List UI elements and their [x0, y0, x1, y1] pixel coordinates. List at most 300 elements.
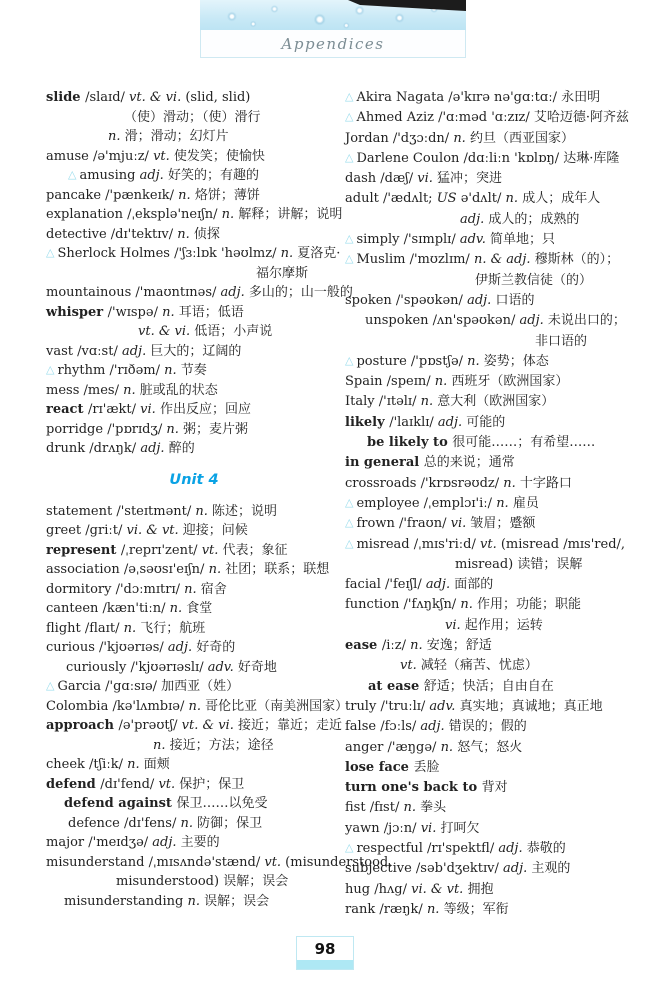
entry-text: cheek /tʃiːk/: [46, 757, 128, 772]
entry-text: frown /'fraʊn/: [356, 516, 451, 532]
vocab-line: [46, 521, 342, 541]
entry-text: rank /ræŋk/: [345, 901, 427, 917]
pos-label: vi.: [140, 402, 156, 417]
entry-text: 主观的: [527, 861, 571, 877]
entry-text: major /'meɪdʒə/: [46, 835, 153, 850]
vocab-line: [46, 658, 342, 678]
entry-text: 保护；保卫: [175, 776, 245, 792]
pos-label: vi.: [450, 516, 467, 532]
pos-label: n.: [434, 374, 448, 390]
pos-label: adj.: [467, 292, 492, 308]
entry-text: 好笑的；有趣的: [163, 168, 259, 183]
triangle-marker-icon: △: [345, 252, 354, 266]
entry-text: 夏洛克·: [293, 246, 341, 261]
entry-text: 迎接；问候: [178, 523, 248, 538]
vocab-line: [46, 716, 342, 736]
entry-text: /rɪ'ækt/: [88, 402, 141, 417]
entry-text: unspoken /ʌn'spəʊkən/: [365, 313, 520, 329]
vocab-line: [46, 186, 342, 206]
entry-text: 保卫……以免受: [176, 796, 268, 811]
pos-label: n.: [187, 893, 200, 909]
vocab-line: [345, 656, 633, 676]
entry-text: 哥伦比亚（南美洲国家）: [201, 698, 349, 714]
pos-label: vt. & vi.: [138, 324, 191, 339]
entry-text: 皱眉；蹙额: [466, 516, 536, 532]
entry-text: 低语；小声说: [190, 324, 273, 339]
vocab-line: [46, 892, 342, 912]
pos-label: adj.: [220, 285, 245, 300]
pos-label: vi. & vt.: [126, 523, 179, 538]
entry-text: misread) 读错；误解: [455, 556, 583, 572]
vocab-line: [46, 400, 342, 420]
entry-text: Jordan /'dʒɔːdn/: [345, 130, 454, 146]
headword: approach: [46, 718, 119, 733]
pos-label: adj.: [425, 577, 451, 593]
pos-label: adj.: [503, 861, 528, 877]
vocab-line: [46, 342, 342, 362]
entry-text: 打呵欠: [436, 820, 480, 836]
vocab-line: [345, 575, 633, 595]
pos-label: US: [436, 191, 457, 207]
entry-text: curiously /'kjʊərɪəslɪ/: [66, 659, 208, 675]
entry-text: greet /griːt/: [46, 523, 127, 538]
entry-text: 拳头: [415, 800, 447, 816]
pos-label: n.: [403, 800, 416, 816]
entry-text: 口语的: [491, 292, 535, 308]
entry-text: rhythm /'rɪðəm/: [57, 363, 165, 378]
pos-label: vt.: [264, 854, 282, 870]
pos-label: n.: [164, 363, 177, 378]
page-title: Appendices: [281, 34, 385, 53]
vocab-line: [46, 619, 342, 639]
pos-label: vt. & vi.: [181, 718, 234, 733]
headword: lose face: [345, 759, 414, 775]
entry-text: 背对: [481, 780, 508, 796]
entry-text: posture /'pɒstʃə/: [356, 353, 468, 369]
entry-text: Garcia /'gɑːsɪə/ 加西亚（姓）: [57, 679, 240, 694]
entry-text: 误解；误会: [199, 893, 270, 909]
triangle-marker-icon: △: [345, 840, 354, 854]
entry-text: 未说出口的；: [543, 313, 626, 329]
headword: represent: [46, 542, 121, 558]
pos-label: n.: [180, 815, 194, 831]
entry-text: 舒适；快活；自由自在: [423, 678, 554, 694]
vocab-line: [46, 283, 353, 303]
vocab-line: [46, 853, 393, 873]
vocab-line: [345, 880, 633, 900]
pos-label: vt.: [400, 658, 417, 674]
entry-text: 主要的: [176, 835, 220, 850]
vocab-line: [46, 303, 342, 323]
pos-label: adj.: [420, 719, 445, 735]
vocab-line: [46, 147, 342, 167]
vocab-line: [345, 819, 633, 839]
vocab-line: [345, 332, 633, 352]
pos-label: vt.: [158, 776, 176, 792]
vocab-line: [46, 502, 342, 522]
pos-label: vt.: [480, 536, 497, 552]
triangle-marker-icon: △: [68, 168, 77, 181]
vocab-line: [345, 271, 633, 291]
entry-text: 代表；象征: [218, 542, 288, 558]
entry-text: 接近；靠近；走近: [233, 718, 342, 733]
entry-text: adult /'ædʌlt;: [345, 191, 437, 207]
entry-text: 姿势；体态: [479, 353, 549, 369]
entry-text: 总的来说；通常: [423, 455, 515, 471]
pos-label: vt.: [153, 148, 170, 164]
triangle-marker-icon: △: [345, 232, 354, 246]
vocab-line: [345, 636, 633, 656]
entry-text: 可能的: [462, 414, 506, 430]
entry-text: 福尔摩斯: [256, 265, 309, 281]
entry-text: 醉的: [164, 441, 195, 456]
entry-text: 成人；成年人: [518, 191, 601, 207]
triangle-marker-icon: △: [345, 516, 354, 530]
entry-text: mess /mes/: [46, 382, 124, 398]
entry-text: 面部的: [450, 577, 494, 593]
entry-text: 成人的；成熟的: [484, 211, 580, 227]
entry-text: 社团；联系；联想: [221, 562, 330, 577]
pos-label: n.: [440, 739, 454, 755]
entry-text: 解释；讲解；说明: [234, 207, 343, 222]
vocab-line: [46, 755, 342, 775]
pos-label: adj.: [437, 414, 463, 430]
triangle-marker-icon: △: [345, 90, 354, 103]
header-banner: [200, 0, 466, 58]
vocab-line: [345, 758, 633, 778]
vocab-line: [46, 794, 342, 814]
entry-text: 滑；滑动；幻灯片: [120, 129, 229, 144]
entry-text: Muslim /'mʊzlɪm/: [356, 252, 474, 268]
entry-text: 意大利（欧洲国家）: [433, 394, 555, 410]
pos-label: n.: [208, 562, 222, 577]
triangle-marker-icon: △: [345, 150, 354, 164]
vocab-line: [46, 420, 342, 440]
entry-text: (slid, slid): [181, 90, 251, 105]
entry-text: 防御；保卫: [193, 815, 263, 831]
entry-text: ə'dʌlt/: [456, 191, 506, 207]
page-number: 98: [314, 940, 336, 958]
entry-text: association /əˌsəʊsɪ'eɪʃn/: [46, 562, 209, 577]
entry-text: 起作用；运转: [460, 617, 543, 633]
vocab-line: [46, 775, 342, 795]
pos-label: adj.: [498, 840, 523, 856]
pos-label: adv.: [459, 232, 486, 248]
entry-text: amuse /ə'mjuːz/: [46, 148, 154, 164]
entry-text: porridge /'pɒrɪdʒ/: [46, 421, 167, 437]
pos-label: vt. & vi.: [129, 90, 182, 105]
vocab-line: [46, 322, 342, 342]
vocab-line: [46, 205, 342, 225]
pos-label: adj.: [140, 441, 165, 456]
vocab-line: [345, 616, 633, 636]
water-droplets-photo: [200, 0, 466, 30]
vocab-line: [46, 541, 342, 561]
vocab-line: [345, 169, 633, 189]
entry-text: hug /hʌg/: [345, 881, 412, 897]
vocab-line: [46, 736, 342, 756]
entry-text: 好奇地: [233, 659, 277, 675]
pos-label: n. & adj.: [473, 252, 531, 268]
headword: react: [46, 402, 88, 417]
entry-text: 伊斯兰教信徒（的）: [475, 272, 593, 288]
entry-text: 多山的；山一般的: [244, 285, 353, 300]
entry-text: 作用；功能；职能: [472, 597, 581, 613]
pos-label: n.: [153, 737, 166, 753]
pos-label: n.: [420, 394, 434, 410]
pos-label: n.: [503, 475, 516, 491]
entry-text: 约旦（西亚国家）: [465, 130, 574, 146]
page-number-box: [296, 936, 354, 970]
vocab-line: [46, 599, 342, 619]
entry-text: misread /ˌmɪs'riːd/: [356, 536, 481, 552]
entry-text: 等级；军衔: [439, 901, 509, 917]
vocab-line: [46, 677, 342, 697]
entry-text: Italy /'ɪtəlɪ/: [345, 394, 421, 410]
vocab-line: [46, 638, 342, 658]
vocab-line: [345, 900, 633, 920]
vocab-line: [46, 697, 349, 717]
entry-text: 面颊: [139, 757, 170, 772]
vocab-line: [345, 230, 633, 250]
headword: defend: [46, 776, 101, 792]
vocab-line: [345, 108, 633, 128]
entry-text: vast /vɑːst/: [46, 343, 122, 359]
entry-text: respectful /rɪ'spektfl/: [356, 840, 499, 856]
pos-label: n.: [123, 620, 137, 636]
entry-text: 减轻（痛苦、忧虑）: [416, 658, 538, 674]
vocab-line: [46, 814, 342, 834]
entry-text: Akira Nagata /ə'kɪrə nə'gɑːtɑː/ 永田明: [356, 90, 601, 105]
pos-label: n.: [195, 503, 208, 519]
pos-label: n.: [467, 353, 480, 369]
vocab-line: [345, 149, 633, 169]
vocab-line: [345, 555, 633, 575]
entry-text: /ˌreprɪ'zent/: [120, 542, 202, 558]
pos-label: adj.: [519, 313, 544, 329]
vocab-line: [345, 494, 633, 514]
vocab-line: [345, 291, 633, 311]
headword: defend against: [64, 796, 177, 811]
headword: turn one's back to: [345, 780, 482, 796]
entry-text: 真实地；真诚地；真正地: [455, 698, 603, 714]
vocab-line: [345, 413, 633, 433]
vocab-line: [46, 560, 342, 580]
entry-text: misunderstood) 误解；误会: [116, 874, 289, 889]
entry-text: statement /'steɪtmənt/: [46, 503, 196, 519]
entry-text: truly /'truːlɪ/: [345, 698, 430, 714]
vocab-line: [345, 738, 633, 758]
vocab-line: [345, 595, 633, 615]
entry-text: 飞行；航班: [136, 620, 206, 636]
entry-text: anger /'æŋgə/: [345, 739, 441, 755]
pos-label: adv.: [207, 659, 234, 675]
entry-text: 简单地；只: [485, 232, 555, 248]
pos-label: adj.: [152, 835, 177, 850]
entry-text: simply /'sɪmplɪ/: [356, 232, 460, 248]
entry-text: 很可能……；有希望……: [452, 435, 596, 451]
page-number-strip: [297, 960, 353, 969]
entry-text: 烙饼；薄饼: [190, 187, 260, 203]
vocab-line: [345, 88, 633, 108]
pos-label: n.: [426, 901, 440, 917]
pos-label: n.: [184, 581, 197, 597]
entry-text: pancake /'pænkeɪk/: [46, 187, 179, 203]
vocab-line: [46, 244, 342, 264]
entry-text: Ahmed Aziz /'ɑːməd 'ɑːzɪz/ 艾哈迈德·阿齐兹: [356, 110, 629, 126]
vocab-line: [345, 717, 633, 737]
entry-text: fist /fɪst/: [345, 800, 404, 816]
vocab-line: [345, 859, 633, 879]
entry-text: 错误的；假的: [444, 719, 527, 735]
entry-text: 接近；方法；途径: [165, 737, 274, 753]
entry-text: 安逸；舒适: [422, 638, 492, 654]
entry-text: 恭敬的: [522, 840, 566, 856]
vocab-line: [46, 127, 342, 147]
headword: ease: [345, 638, 382, 654]
entry-text: spoken /'spəʊkən/: [345, 292, 468, 308]
entry-text: 拥抱: [463, 881, 494, 897]
vocab-line: [46, 108, 342, 128]
entry-text: 食堂: [182, 601, 213, 616]
pos-label: n.: [460, 597, 473, 613]
vocab-line: [345, 514, 633, 534]
entry-text: /'wɪspə/: [107, 304, 163, 320]
entry-text: detective /dɪ'tektɪv/: [46, 226, 178, 242]
pos-label: n.: [453, 130, 466, 146]
entry-text: curious /'kjʊərɪəs/: [46, 640, 168, 655]
pos-label: n.: [162, 304, 175, 320]
entry-text: 巨大的；辽阔的: [146, 343, 242, 359]
vocab-line: [46, 225, 342, 245]
vocab-line: [345, 372, 633, 392]
vocab-line: [345, 839, 633, 859]
vocab-line: [46, 166, 342, 186]
entry-text: (misread /mɪs'red/,: [496, 536, 626, 552]
entry-text: dash /dæʃ/: [345, 171, 418, 187]
entry-text: /'laɪklɪ/: [389, 414, 438, 430]
entry-text: /ə'prəʊtʃ/: [118, 718, 182, 733]
entry-text: flight /flaɪt/: [46, 620, 124, 636]
entry-text: function /'fʌŋkʃn/: [345, 597, 461, 613]
vocab-line: [345, 250, 633, 270]
entry-text: 耳语；低语: [174, 304, 244, 320]
entry-text: 脏或乱的状态: [135, 382, 218, 398]
entry-text: 十字路口: [515, 475, 572, 491]
triangle-marker-icon: △: [345, 353, 354, 367]
entry-text: 使发笑；使愉快: [169, 148, 265, 164]
vocab-line: [345, 778, 633, 798]
entry-text: subjective /səb'dʒektɪv/: [345, 861, 504, 877]
header-title-box: [200, 30, 466, 58]
entry-text: yawn /jɔːn/: [345, 820, 421, 836]
entry-text: explanation /ˌeksplə'neɪʃn/: [46, 207, 222, 222]
entry-text: 侦探: [189, 226, 220, 242]
entry-text: 猛冲；突进: [432, 171, 502, 187]
vocab-line: [345, 474, 633, 494]
entry-text: facial /'feɪʃl/: [345, 577, 426, 593]
entry-text: (misunderstood,: [281, 854, 393, 870]
vocab-line: [345, 189, 633, 209]
vocab-line: [46, 381, 342, 401]
headword: whisper: [46, 304, 108, 320]
vocab-line: [46, 872, 342, 892]
entry-text: /iːz/: [381, 638, 411, 654]
pos-label: adj.: [139, 168, 164, 183]
entry-text: dormitory /'dɔːmɪtrɪ/: [46, 581, 185, 597]
pos-label: n.: [108, 129, 121, 144]
headword: at ease: [368, 678, 424, 694]
vocab-line: [345, 311, 633, 331]
entry-text: 穆斯林（的）；: [530, 252, 620, 268]
entry-text: Sherlock Holmes /'ʃɜːlɒk 'həʊlmz/: [57, 246, 281, 261]
vocab-line: [46, 361, 342, 381]
pos-label: n.: [169, 601, 183, 616]
pos-label: n.: [127, 757, 140, 772]
pos-label: vt.: [201, 542, 219, 558]
pos-label: adj.: [167, 640, 193, 655]
headword: be likely to: [367, 435, 453, 451]
vocab-line: [46, 88, 342, 108]
pos-label: n.: [221, 207, 235, 222]
entry-text: defence /dɪ'fens/: [68, 815, 181, 831]
pos-label: n.: [505, 191, 519, 207]
headword: slide: [46, 90, 86, 105]
vocab-line: [345, 433, 633, 453]
entry-text: 粥；麦片粥: [178, 421, 249, 437]
entry-text: 丢脸: [413, 759, 440, 775]
vocab-line: [46, 439, 342, 459]
dark-diagonal-streak: [200, 0, 466, 30]
entry-text: misunderstanding: [64, 893, 188, 909]
entry-text: mountainous /'maʊntɪnəs/: [46, 285, 221, 300]
entry-text: Spain /speɪn/: [345, 374, 435, 390]
entry-text: 西班牙（欧洲国家）: [447, 374, 569, 390]
pos-label: adv.: [429, 698, 456, 714]
vocab-line: [345, 352, 633, 372]
vocab-line: [46, 833, 342, 853]
entry-text: Colombia /kə'lʌmbɪə/: [46, 698, 189, 714]
triangle-marker-icon: △: [46, 679, 55, 692]
pos-label: n.: [123, 382, 136, 398]
vocab-line: [345, 392, 633, 412]
vocab-line: [345, 677, 633, 697]
vocab-line: [345, 798, 633, 818]
triangle-marker-icon: △: [46, 246, 55, 259]
pos-label: n.: [280, 246, 294, 261]
pos-label: adj.: [460, 211, 485, 227]
entry-text: 节奏: [176, 363, 207, 378]
entry-text: 好奇的: [192, 640, 236, 655]
vocab-line: [46, 580, 342, 600]
pos-label: vi.: [420, 820, 437, 836]
entry-text: 怒气；怒火: [453, 739, 523, 755]
headword: in general: [345, 455, 424, 471]
vocab-line: [345, 210, 633, 230]
headword: likely: [345, 414, 390, 430]
pos-label: adj.: [121, 343, 147, 359]
pos-label: vi. & vt.: [411, 881, 464, 897]
entry-text: employee /ˌemplɔɪ'iː/: [356, 495, 497, 511]
pos-label: n.: [177, 226, 190, 242]
pos-label: n.: [410, 638, 423, 654]
pos-label: n.: [188, 698, 202, 714]
entry-text: 雇员: [508, 495, 539, 511]
entry-text: 宿舍: [196, 581, 227, 597]
vocab-line: [345, 535, 633, 555]
entry-text: 陈述；说明: [207, 503, 278, 519]
pos-label: vi.: [445, 617, 461, 633]
